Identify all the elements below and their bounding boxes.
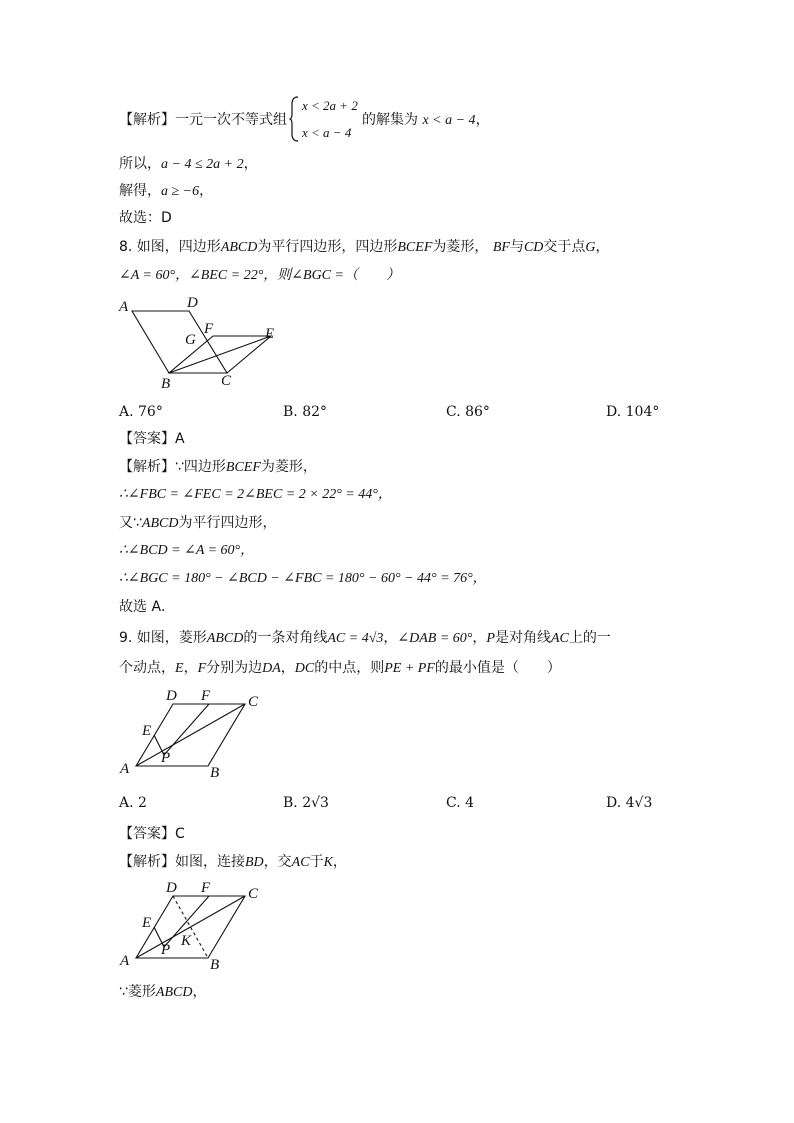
q9-option-b: B. 2√3 (283, 795, 329, 811)
q8-figure (115, 290, 290, 395)
solution-line-3 (119, 182, 213, 201)
label-E: E (142, 915, 152, 931)
q9-option-d: D. 4√3 (606, 795, 653, 811)
text: 解得， (119, 183, 161, 199)
label-B: B (210, 765, 220, 779)
choose-line: 故选：D (119, 210, 172, 226)
analysis-tag: 【解析】 (119, 112, 175, 128)
text: 【解析】∵四边形 (119, 459, 226, 475)
label-A: A (119, 299, 129, 315)
text: 是对角线 (494, 630, 551, 646)
math: F (197, 661, 207, 676)
q9-stem-2 (119, 659, 561, 678)
math: DC (294, 661, 315, 676)
q9-option-a: A. 2 (119, 795, 147, 811)
inequality-2: x < a − 4 (302, 125, 352, 140)
label-F: F (201, 688, 211, 704)
text: ， (280, 660, 295, 676)
math: PE + PF (384, 661, 435, 676)
label-A: A (120, 953, 130, 969)
math: BCEF (225, 460, 261, 475)
q8-solution-4: ∴∠BCD = ∠A = 60°， (119, 543, 255, 558)
label-D: D (166, 880, 177, 896)
text: 的最小值是（ ） (434, 660, 561, 676)
math: BCEF (397, 240, 433, 255)
text: 的解集为 (362, 112, 418, 128)
math: CD (523, 240, 544, 255)
label-B: B (161, 376, 171, 392)
text: 一元一次不等式组 (175, 112, 287, 128)
label-C: C (248, 886, 259, 902)
text: ， (183, 660, 198, 676)
q9-answer: 【答案】C (119, 826, 185, 842)
text: 为菱形， (432, 239, 489, 255)
math: a − 4 ≤ 2a + 2 (161, 157, 244, 172)
q8-stem-1 (119, 238, 610, 257)
math: E (175, 661, 184, 676)
q8-solution-2: ∴∠FBC = ∠FEC = 2∠BEC = 2 × 22° = 44°， (119, 487, 392, 502)
math: AC = 4√3 (327, 631, 384, 646)
text: 所以， (119, 156, 161, 172)
math: x < a − 4 (422, 113, 476, 128)
math: AC (550, 631, 569, 646)
text: 的中点，则 (314, 660, 385, 676)
text: 为菱形， (260, 459, 317, 475)
text: 的一条对角线 (243, 630, 328, 646)
q8-option-b: B. 82° (283, 404, 328, 420)
text: 9. 如图，菱形 (119, 630, 207, 646)
label-D: D (187, 295, 198, 311)
q8-option-d: D. 104° (606, 404, 660, 420)
text: 分别为边 (206, 660, 263, 676)
label-D: D (166, 688, 177, 704)
label-E: E (142, 723, 152, 739)
math: DA (262, 661, 281, 676)
text: ∵菱形 (119, 984, 156, 1000)
math: ABCD (141, 516, 179, 531)
math: K (323, 855, 333, 870)
text: 上的一 (568, 630, 611, 646)
q8-option-c: C. 86° (446, 404, 490, 420)
text: 又∵ (119, 515, 142, 531)
q8-solution-1 (119, 458, 317, 477)
text: ， (383, 630, 398, 646)
label-C: C (248, 694, 259, 710)
text: 【解析】如图，连接 (119, 854, 245, 870)
label-F: F (204, 321, 214, 337)
label-A: A (120, 761, 130, 777)
label-E: E (265, 326, 275, 342)
q8-answer: 【答案】A (119, 431, 185, 447)
text: ， (475, 112, 490, 128)
label-C: C (221, 373, 232, 389)
q9-option-c: C. 4 (446, 795, 475, 811)
math: BD (245, 855, 264, 870)
math: BF (492, 240, 510, 255)
q9-stem-1 (119, 629, 611, 648)
math: ABCD (220, 240, 258, 255)
text: 与 (509, 239, 524, 255)
q8-solution-3 (119, 514, 276, 533)
q9-figure (115, 684, 275, 779)
label-K: K (181, 933, 192, 949)
brace-icon (289, 96, 299, 142)
label-P: P (161, 942, 171, 958)
q9-solution-1 (119, 853, 347, 872)
math: AC (291, 855, 310, 870)
text: 个动点， (119, 660, 175, 676)
solution-line-1-tail (362, 111, 490, 130)
q9-solution-figure (115, 876, 275, 971)
text: 交于点 (543, 239, 586, 255)
label-F: F (201, 880, 211, 896)
q8-option-a: A. 76° (119, 404, 163, 420)
q8-solution-5: ∴∠BGC = 180° − ∠BCD − ∠FBC = 180° − 60° − 44° = 76°， (119, 571, 487, 586)
text: ， (199, 183, 214, 199)
math: G (585, 240, 596, 255)
solution-line-2 (119, 155, 258, 174)
math: ABCD (155, 985, 193, 1000)
text: 8. 如图，四边形 (119, 239, 221, 255)
math: ABCD (206, 631, 244, 646)
q8-choose: 故选 A． (119, 599, 176, 615)
math: a ≥ −6 (161, 184, 200, 199)
math: P (486, 631, 495, 646)
text: ， (192, 984, 207, 1000)
inequality-1: x < 2a + 2 (302, 98, 358, 113)
text: 于 (309, 854, 324, 870)
label-G: G (185, 332, 196, 348)
label-P: P (161, 750, 171, 766)
text: 为平行四边形，四边形 (257, 239, 398, 255)
text: ， (595, 239, 610, 255)
text: 为平行四边形， (178, 515, 277, 531)
text: ， (332, 854, 347, 870)
q9-solution-2 (119, 983, 206, 1002)
solution-line-1 (119, 111, 287, 129)
label-B: B (210, 957, 220, 971)
text: ，交 (263, 854, 292, 870)
text: ， (472, 630, 487, 646)
text: ， (243, 156, 258, 172)
q8-stem-2: ∠A = 60°，∠BEC = 22°，则∠BGC =（ ） (119, 268, 400, 283)
math: ∠DAB = 60° (397, 631, 473, 646)
